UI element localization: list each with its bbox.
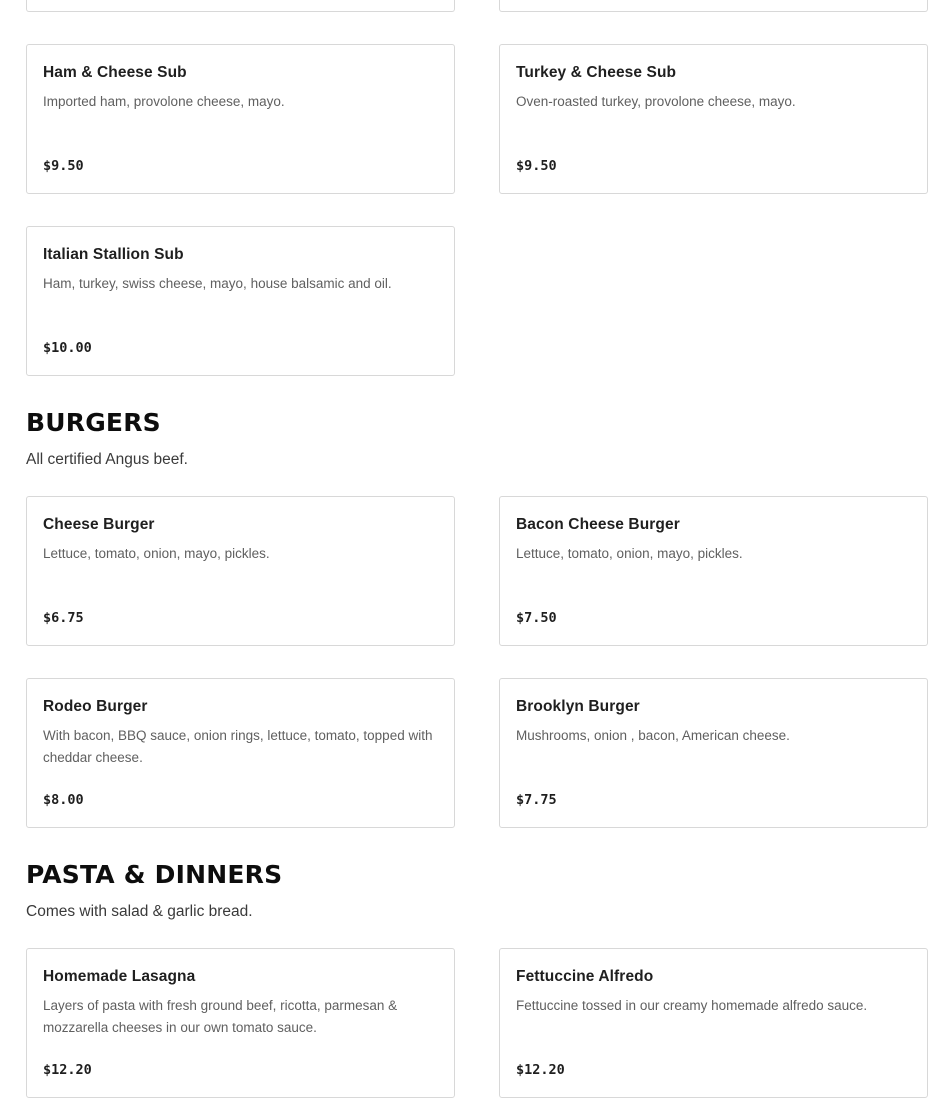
- menu-item-name: Rodeo Burger: [43, 698, 148, 715]
- menu-item-price: $7.50: [516, 610, 557, 626]
- menu-item-description: Layers of pasta with fresh ground beef, ricotta, parmesan & mozzarella cheeses in our own tomato sauce.: [43, 998, 398, 1035]
- menu-item-name: Turkey & Cheese Sub: [516, 64, 677, 81]
- menu-item-name: Bacon Cheese Burger: [516, 516, 680, 533]
- menu-item-card[interactable]: [499, 44, 928, 194]
- menu-item-card[interactable]: [499, 496, 928, 646]
- menu-item-description: Lettuce, tomato, onion, mayo, pickles.: [516, 546, 743, 561]
- menu-item-price: $8.00: [43, 792, 84, 808]
- menu-item-card[interactable]: [26, 496, 455, 646]
- menu-item-price: $9.50: [43, 158, 84, 174]
- menu-item-description: Ham, turkey, swiss cheese, mayo, house balsamic and oil.: [43, 276, 392, 291]
- menu-item-name: Cheese Burger: [43, 516, 155, 533]
- menu-item-description: With bacon, BBQ sauce, onion rings, lettuce, tomato, topped with cheddar cheese.: [43, 728, 433, 765]
- menu-item-description: Oven-roasted turkey, provolone cheese, mayo.: [516, 94, 796, 109]
- menu-item-description: Fettuccine tossed in our creamy homemade alfredo sauce.: [516, 998, 868, 1013]
- menu-item-price: $12.20: [516, 1062, 565, 1078]
- menu-item-name: Brooklyn Burger: [516, 698, 640, 715]
- menu-item-price: $6.75: [43, 610, 84, 626]
- section-subtitle-burgers: All certified Angus beef.: [26, 451, 188, 468]
- menu-item-card[interactable]: [26, 678, 455, 828]
- section-title-pasta: PASTA & DINNERS: [26, 860, 283, 889]
- section-title-burgers: BURGERS: [26, 408, 161, 437]
- section-subtitle-pasta: Comes with salad & garlic bread.: [26, 903, 253, 920]
- menu-item-price: $7.75: [516, 792, 557, 808]
- menu-item-name: Ham & Cheese Sub: [43, 64, 187, 81]
- menu-item-description: Mushrooms, onion , bacon, American cheese.: [516, 728, 790, 743]
- menu-item-price: $10.00: [43, 340, 92, 356]
- menu-item-card[interactable]: [499, 948, 928, 1098]
- menu-item-card-partial[interactable]: [499, 0, 928, 12]
- menu-item-name: Italian Stallion Sub: [43, 246, 184, 263]
- menu-item-card[interactable]: [26, 226, 455, 376]
- menu-item-price: $9.50: [516, 158, 557, 174]
- menu-item-card-partial[interactable]: [26, 0, 455, 12]
- menu-item-card[interactable]: [26, 44, 455, 194]
- menu-item-card[interactable]: [26, 948, 455, 1098]
- menu-item-description: Lettuce, tomato, onion, mayo, pickles.: [43, 546, 270, 561]
- menu-item-name: Homemade Lasagna: [43, 968, 196, 985]
- menu-item-name: Fettuccine Alfredo: [516, 968, 654, 985]
- menu-item-card[interactable]: [499, 678, 928, 828]
- menu-item-description: Imported ham, provolone cheese, mayo.: [43, 94, 285, 109]
- menu-item-price: $12.20: [43, 1062, 92, 1078]
